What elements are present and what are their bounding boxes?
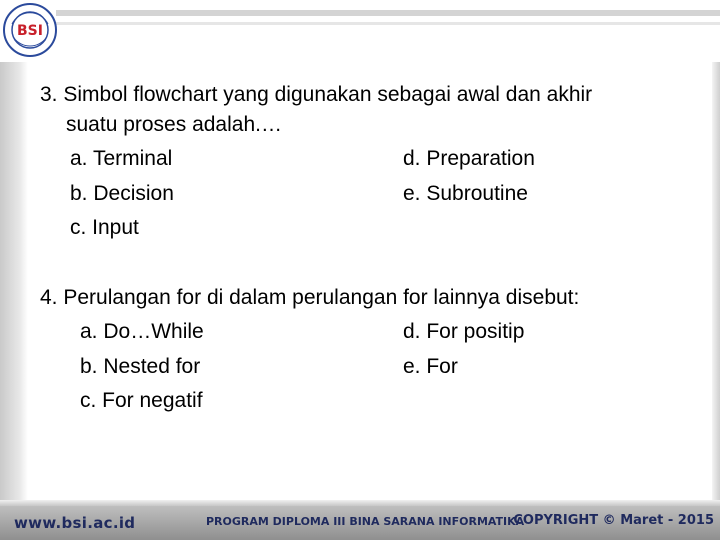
footer-program: PROGRAM DIPLOMA III BINA SARANA INFORMATIKA bbox=[206, 515, 525, 528]
q3-option-a: a. Terminal bbox=[70, 147, 173, 170]
top-stripe-thin bbox=[56, 22, 720, 25]
footer-url: www.bsi.ac.id bbox=[14, 514, 136, 532]
left-decor-bar bbox=[0, 62, 28, 502]
top-band bbox=[0, 0, 720, 62]
q3-option-d: d. Preparation bbox=[403, 147, 535, 170]
q4-option-a: a. Do…While bbox=[80, 320, 204, 343]
logo-text: BSI bbox=[17, 23, 43, 39]
q4-option-d: d. For positip bbox=[403, 320, 525, 343]
q3-option-b: b. Decision bbox=[70, 182, 174, 205]
top-stripe bbox=[56, 10, 720, 16]
q3-option-c: c. Input bbox=[70, 216, 139, 239]
q4-option-e: e. For bbox=[403, 355, 458, 378]
right-decor-bar bbox=[712, 62, 720, 502]
footer-bar bbox=[0, 500, 720, 540]
footer-copyright: COPYRIGHT © Maret - 2015 bbox=[513, 513, 714, 528]
q3-line2: suatu proses adalah.… bbox=[66, 113, 282, 136]
bsi-logo bbox=[2, 2, 58, 58]
q4-option-c: c. For negatif bbox=[80, 389, 203, 412]
q4-line1: 4. Perulangan for di dalam perulangan for lainnya disebut: bbox=[40, 286, 580, 309]
footer-sheen bbox=[0, 500, 720, 506]
q3-line1: 3. Simbol flowchart yang digunakan sebagai awal dan akhir bbox=[40, 83, 593, 106]
q3-option-e: e. Subroutine bbox=[403, 182, 528, 205]
q4-option-b: b. Nested for bbox=[80, 355, 201, 378]
